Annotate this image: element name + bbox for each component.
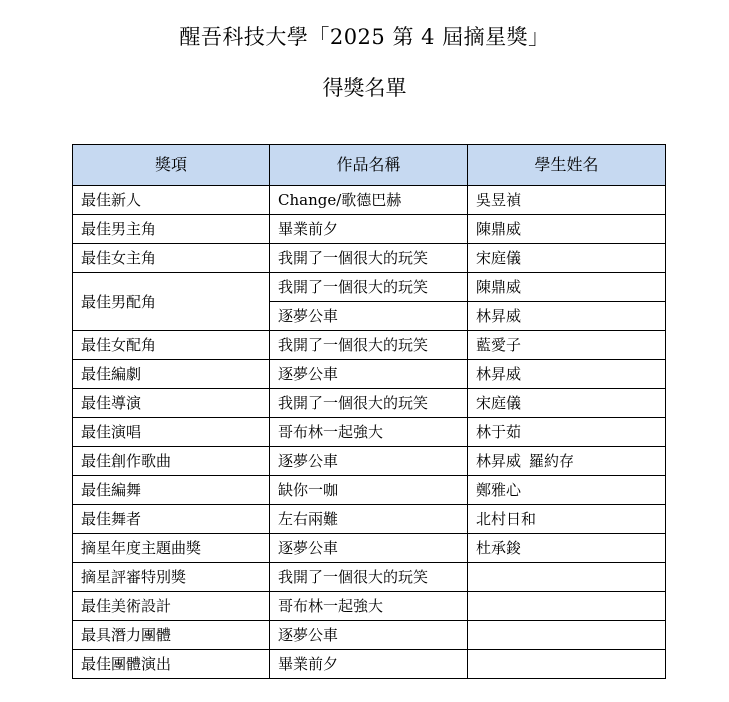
award-cell: 最佳男主角 [73, 215, 270, 244]
document-subtitle: 得獎名單 [322, 76, 407, 100]
work-cell: 我開了一個很大的玩笑 [270, 273, 468, 302]
student-cell [468, 186, 666, 215]
student-cell [468, 621, 666, 650]
table-row [73, 244, 666, 273]
work-cell: 缺你一咖 [270, 476, 468, 505]
student-name: 林昇威 [476, 307, 522, 325]
student-name: 林于茹 [476, 423, 522, 441]
document-title: 醒吾科技大學「2025 第 4 屆摘星獎」 [179, 25, 550, 49]
student-cell [468, 650, 666, 679]
table-row [73, 331, 666, 360]
work-cell: 我開了一個很大的玩笑 [270, 244, 468, 273]
table-row [73, 476, 666, 505]
student-cell [468, 418, 666, 447]
student-cell [468, 389, 666, 418]
header-student: 學生姓名 [468, 145, 666, 186]
work-cell: 哥布林一起強大 [270, 418, 468, 447]
table-row [73, 650, 666, 679]
work-cell: 哥布林一起強大 [270, 592, 468, 621]
work-cell: 逐夢公車 [270, 360, 468, 389]
work-cell: 逐夢公車 [270, 447, 468, 476]
work-cell: 我開了一個很大的玩笑 [270, 389, 468, 418]
student-cell [468, 563, 666, 592]
student-cell [468, 360, 666, 389]
award-cell: 摘星評審特別獎 [73, 563, 270, 592]
student-cell [468, 476, 666, 505]
student-cell [468, 244, 666, 273]
table-row [73, 447, 666, 476]
award-cell: 最佳女配角 [73, 331, 270, 360]
student-cell [468, 534, 666, 563]
work-cell: 我開了一個很大的玩笑 [270, 331, 468, 360]
student-cell [468, 505, 666, 534]
student-name: 羅約存 [529, 452, 575, 470]
table-row [73, 563, 666, 592]
work-cell: 左右兩難 [270, 505, 468, 534]
student-cell [468, 592, 666, 621]
table-row [73, 505, 666, 534]
award-cell: 最佳創作歌曲 [73, 447, 270, 476]
table-header-row [73, 145, 666, 186]
student-name: 陳鼎威 [476, 220, 522, 238]
student-cell [468, 273, 666, 302]
work-cell: 畢業前夕 [270, 215, 468, 244]
student-name: 吳昱禎 [476, 191, 522, 209]
student-cell [468, 215, 666, 244]
awards-table [72, 144, 666, 679]
student-name: 杜承鋑 [476, 539, 522, 557]
student-cell [468, 302, 666, 331]
award-cell: 最佳舞者 [73, 505, 270, 534]
awards-table-body [73, 186, 666, 679]
table-row [73, 389, 666, 418]
award-cell: 最佳新人 [73, 186, 270, 215]
table-row [73, 186, 666, 215]
student-cell [468, 447, 666, 476]
award-cell: 最佳團體演出 [73, 650, 270, 679]
table-row [73, 621, 666, 650]
award-cell: 最佳編劇 [73, 360, 270, 389]
work-cell: 畢業前夕 [270, 650, 468, 679]
work-cell: 我開了一個很大的玩笑 [270, 563, 468, 592]
student-name: 林昇威 [476, 365, 522, 383]
table-row [73, 215, 666, 244]
work-cell: 逐夢公車 [270, 534, 468, 563]
award-cell: 摘星年度主題曲獎 [73, 534, 270, 563]
student-name: 宋庭儀 [476, 249, 522, 267]
student-name: 林昇威 [476, 452, 522, 470]
table-row [73, 534, 666, 563]
work-cell: 逐夢公車 [270, 621, 468, 650]
award-cell: 最佳男配角 [73, 273, 270, 331]
work-cell: 逐夢公車 [270, 302, 468, 331]
table-row [73, 360, 666, 389]
student-cell [468, 331, 666, 360]
student-name: 陳鼎威 [476, 278, 522, 296]
student-name: 北村日和 [476, 510, 537, 528]
student-name: 藍愛子 [476, 336, 522, 354]
award-cell: 最佳編舞 [73, 476, 270, 505]
header-work: 作品名稱 [270, 145, 468, 186]
table-row [73, 592, 666, 621]
award-cell: 最佳美術設計 [73, 592, 270, 621]
award-cell: 最佳女主角 [73, 244, 270, 273]
table-row [73, 273, 666, 302]
award-cell: 最佳演唱 [73, 418, 270, 447]
award-cell: 最佳導演 [73, 389, 270, 418]
student-name: 宋庭儀 [476, 394, 522, 412]
table-row [73, 418, 666, 447]
award-cell: 最具潛力團體 [73, 621, 270, 650]
header-award: 獎項 [73, 145, 270, 186]
student-name: 鄭雅心 [476, 481, 522, 499]
work-cell: Change/歌德巴赫 [270, 186, 468, 215]
